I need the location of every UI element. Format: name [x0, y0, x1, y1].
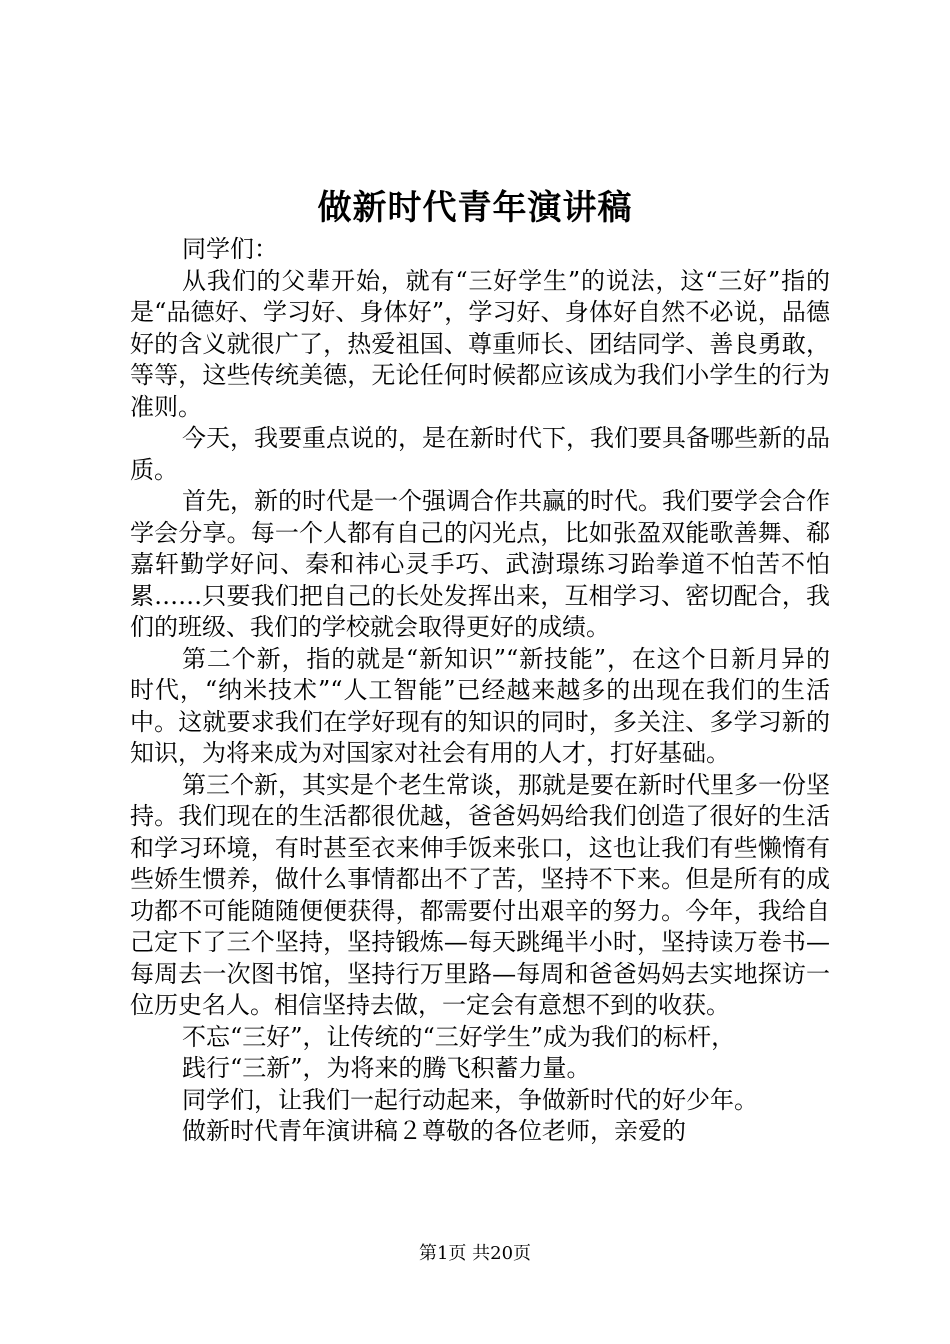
salutation-paragraph: 同学们：	[182, 235, 278, 263]
closing-line: 践行“三新”，为将来的腾飞积蓄力量。	[182, 1054, 591, 1082]
body-paragraph: 首先，新的时代是一个强调合作共赢的时代。我们要学会合作学会分享。每一个人都有自己的闪光点，比如张盈双能歌善舞、郗嘉轩勤学好问、秦和祎心灵手巧、武澍璟练习跆拳道不怕苦不怕累……只要我们把自己的长处发挥出来，互相学习、密切配合，我们的班级、我们的学校就会取得更好的成绩。	[130, 487, 830, 641]
page-footer: 第1页 共20页	[418, 1243, 532, 1264]
body-paragraph: 第二个新，指的就是“新知识”“新技能”，在这个日新月异的时代，“纳米技术”“人工智能”已经越来越多的出现在我们的生活中。这就要求我们在学好现有的知识的同时，多关注、多学习新的知识，为将来成为对国家对社会有用的人才，打好基础。	[130, 644, 830, 767]
body-paragraph: 今天，我要重点说的，是在新时代下，我们要具备哪些新的品质。	[130, 424, 830, 484]
closing-line: 同学们，让我们一起行动起来，争做新时代的好少年。	[182, 1085, 758, 1114]
body-paragraph: 第三个新，其实是个老生常谈，那就是要在新时代里多一份坚持。我们现在的生活都很优越，爸爸妈妈给我们创造了很好的生活和学习环境，有时甚至衣来伸手饭来张口，这也让我们有些懒惰有些娇生惯养，做什么事情都出不了苦，坚持不下来。但是所有的成功都不可能随随便便获得，都需要付出艰辛的努力。今年，我给自己定下了三个坚持，坚持锻炼—每天跳绳半小时，坚持读万卷书—每周去一次图书馆，坚持行万里路—每周和爸爸妈妈去实地探访一位历史名人。相信坚持去做，一定会有意想不到的收获。	[130, 770, 830, 1019]
next-document-heading-line: 做新时代青年演讲稿２尊敬的各位老师，亲爱的	[182, 1117, 686, 1145]
body-paragraph: 从我们的父辈开始，就有“三好学生”的说法，这“三好”指的是“品德好、学习好、身体好”，学习好、身体好自然不必说，品德好的含义就很广了，热爱祖国、尊重师长、团结同学、善良勇敢，等等，这些传统美德，无论任何时候都应该成为我们小学生的行为准则。	[130, 266, 830, 421]
closing-line: 不忘“三好”，让传统的“三好学生”成为我们的标杆，	[182, 1022, 736, 1051]
document-body	[130, 234, 830, 1148]
document-title: 做新时代青年演讲稿	[317, 188, 633, 228]
